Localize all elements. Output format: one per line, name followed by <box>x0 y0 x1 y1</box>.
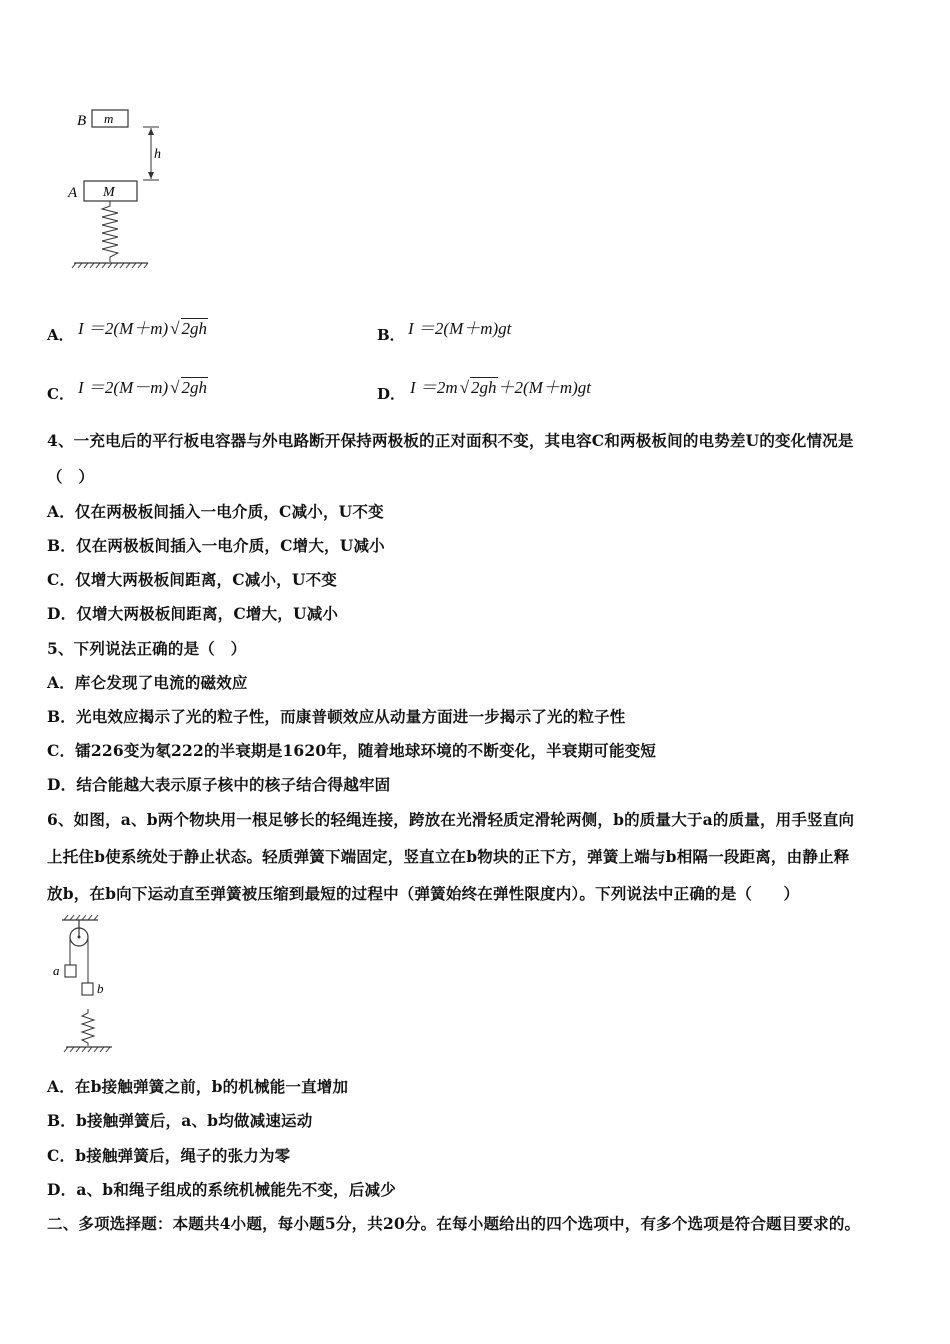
q4-option-d[interactable]: D．仅增大两极板间距离，C增大，U减小 <box>47 604 339 623</box>
figure2-label-b: b <box>97 981 104 996</box>
block-b-small <box>82 983 93 995</box>
q6-stem-line3: 放b，在b向下运动直至弹簧被压缩到最短的过程中（弹簧始终在弹性限度内）。下列说法中正确的是（ ） <box>47 884 800 903</box>
figure1-mass-a: M <box>103 185 115 200</box>
spring-icon <box>82 1009 94 1046</box>
figure1-height-label: h <box>154 147 161 162</box>
ground-hatch-icon <box>64 1047 110 1052</box>
q4-stem: 4、一充电后的平行板电容器与外电路断开保持两极板的正对面积不变，其电容C和两极板间的电势差U的变化情况是 <box>47 431 854 450</box>
q3-option-d-formula: I ＝2m √ 2gh＋2(M＋m)gt <box>410 378 592 397</box>
q4-option-b[interactable]: B．仅在两极板间插入一电介质，C增大，U减小 <box>47 536 385 555</box>
q6-option-a[interactable]: A．在b接触弹簧之前，b的机械能一直增加 <box>47 1077 349 1096</box>
figure-blocks-spring <box>62 100 172 275</box>
q3-option-a-formula: I ＝2(M＋m) √ 2gh <box>78 319 208 338</box>
q4-stem-blank: （ ） <box>47 467 95 486</box>
q3-option-b-formula: I ＝2(M＋m)gt <box>408 319 512 338</box>
q3-option-d-label[interactable]: D． <box>377 385 406 403</box>
q6-stem-line1: 6、如图，a、b两个物块用一根足够长的轻绳连接，跨放在光滑轻质定滑轮两侧，b的质量大于a的质量，用手竖直向 <box>47 810 855 829</box>
section2-heading: 二、多项选择题：本题共4小题，每小题5分，共20分。在每小题给出的四个选项中，有多个选项是符合题目要求的。 <box>47 1214 861 1233</box>
q3-option-c-label[interactable]: C． <box>47 385 74 403</box>
figure1-label-a: A <box>68 185 78 201</box>
block-a-small <box>65 965 76 977</box>
q4-option-a[interactable]: A．仅在两极板间插入一电介质，C减小，U不变 <box>47 502 384 521</box>
figure-pulley-spring <box>50 912 125 1057</box>
figure1-mass-b: m <box>104 111 114 126</box>
ceiling-hatch-icon <box>64 915 98 920</box>
figure1-label-b: B <box>77 113 87 129</box>
q5-option-a[interactable]: A．库仑发现了电流的磁效应 <box>47 673 248 692</box>
q5-option-d[interactable]: D．结合能越大表示原子核中的核子结合得越牢固 <box>47 775 391 794</box>
q6-stem-line2: 上托住b使系统处于静止状态。轻质弹簧下端固定，竖直立在b物块的正下方，弹簧上端与b相隔一段距离，由静止释 <box>47 847 850 866</box>
ground-hatch-icon <box>72 263 148 268</box>
q4-option-c[interactable]: C．仅增大两极板间距离，C减小，U不变 <box>47 570 337 589</box>
q6-option-c[interactable]: C．b接触弹簧后，绳子的张力为零 <box>47 1146 291 1165</box>
q6-option-b[interactable]: B．b接触弹簧后，a、b均做减速运动 <box>47 1111 313 1130</box>
q6-option-d[interactable]: D．a、b和绳子组成的系统机械能先不变，后减少 <box>47 1180 396 1199</box>
figure2-label-a: a <box>53 963 60 978</box>
q5-option-c[interactable]: C．镭226变为氡222的半衰期是1620年，随着地球环境的不断变化，半衰期可能变短 <box>47 741 657 760</box>
q3-option-b-label[interactable]: B． <box>377 326 405 344</box>
spring-icon <box>102 201 118 262</box>
q3-option-c-formula: I ＝2(M－m) √ 2gh <box>78 378 208 397</box>
q3-option-a-label[interactable]: A． <box>47 326 74 344</box>
q5-stem: 5、下列说法正确的是（ ） <box>47 639 247 658</box>
q5-option-b[interactable]: B．光电效应揭示了光的粒子性，而康普顿效应从动量方面进一步揭示了光的粒子性 <box>47 707 626 726</box>
